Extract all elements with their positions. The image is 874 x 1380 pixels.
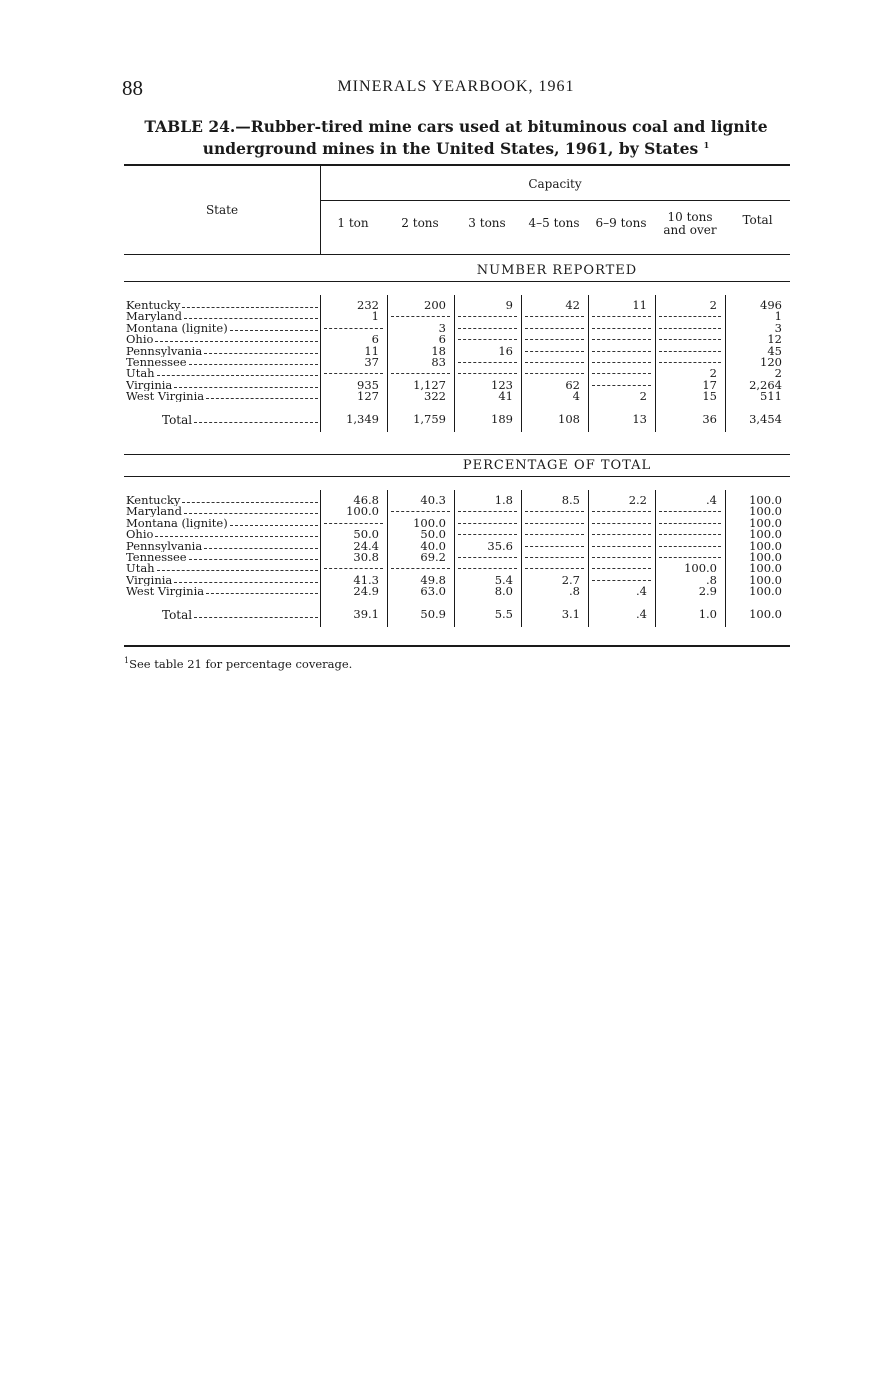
percent-empty-dash (592, 523, 651, 524)
state-name: Ohio (126, 333, 154, 346)
number-empty-dash (592, 373, 651, 374)
number-empty-dash (659, 328, 721, 329)
percent-cell-6-9-tons: .4 (636, 584, 647, 599)
caption-footnote-mark: 1 (703, 140, 710, 150)
number-empty-dash (525, 362, 584, 363)
percent-total-divider-2 (454, 603, 455, 627)
number-empty-dash (525, 328, 584, 329)
percent-total-4-5-tons: 3.1 (561, 606, 580, 621)
number-cell-4-5-tons: 4 (572, 389, 580, 404)
header-bottom-rule (124, 254, 790, 255)
percent-empty-dash (592, 534, 651, 535)
state-name: Montana (lignite) (126, 321, 228, 334)
column-header-state: State (205, 203, 239, 217)
number-cell-10-tons-and-over: 17 (702, 377, 717, 392)
percent-empty-dash (458, 557, 517, 558)
number-cell-1-ton: 37 (364, 355, 379, 369)
leader-dots (189, 356, 318, 365)
number-total-4-5-tons: 108 (558, 411, 580, 426)
total-label: Total (162, 607, 193, 622)
percent-cell-2-tons: 50.0 (420, 527, 446, 542)
percent-empty-dash (324, 523, 383, 524)
number-empty-dash (391, 373, 450, 374)
percent-cell-4-5-tons: 8.5 (561, 493, 580, 507)
percent-cell-1-ton: 41.3 (353, 572, 379, 587)
percent-total-divider-5 (655, 603, 656, 627)
percent-cell-total: 100.0 (749, 550, 782, 564)
number-cell-10-tons-and-over: 2 (709, 298, 717, 312)
number-row-label (126, 299, 318, 311)
number-cell-1-ton: 6 (371, 332, 379, 347)
number-cell-3-tons: 123 (491, 377, 513, 392)
total-label: Total (162, 412, 193, 427)
number-empty-dash (659, 362, 721, 363)
number-empty-dash (659, 316, 721, 317)
number-cell-total: 120 (760, 355, 782, 369)
percent-cell-6-9-tons: 2.2 (628, 493, 647, 507)
state-name: Montana (lignite) (126, 516, 228, 529)
number-cell-4-5-tons: 42 (565, 298, 580, 312)
state-name: Pennsylvania (126, 344, 203, 357)
leader-dots (157, 562, 318, 571)
number-empty-dash (592, 385, 651, 386)
percent-cell-4-5-tons: .8 (569, 584, 580, 599)
column-header-total: Total (742, 213, 773, 227)
leader-dots (189, 551, 318, 560)
state-name: Tennessee (126, 551, 187, 563)
number-cell-total: 3 (774, 320, 782, 335)
state-name: Pennsylvania (126, 539, 203, 552)
number-empty-dash (592, 316, 651, 317)
number-total-3-tons: 189 (491, 411, 513, 426)
number-section-rule (124, 281, 790, 282)
percent-cell-10-tons-and-over: .8 (706, 572, 717, 587)
percent-section-top-rule (124, 454, 790, 455)
percent-total-divider-4 (588, 603, 589, 627)
number-cell-2-tons: 83 (431, 355, 446, 369)
page-number: 88 (122, 76, 143, 100)
number-body-divider-6 (725, 295, 726, 408)
percent-empty-dash (659, 546, 721, 547)
running-head: MINERALS YEARBOOK, 1961 (337, 78, 575, 95)
percent-total-divider-1 (387, 603, 388, 627)
leader-dots (157, 367, 318, 376)
percent-empty-dash (391, 568, 450, 569)
number-cell-2-tons: 18 (431, 343, 446, 358)
column-header-3-tons: 3 tons (468, 216, 506, 230)
state-name: Maryland (126, 505, 182, 518)
percent-empty-dash (592, 546, 651, 547)
percent-empty-dash (592, 557, 651, 558)
percent-empty-dash (525, 534, 584, 535)
percent-row-label (126, 517, 318, 529)
number-cell-3-tons: 9 (505, 298, 513, 312)
table-caption (122, 118, 790, 158)
percent-empty-dash (525, 568, 584, 569)
percent-cell-10-tons-and-over: 2.9 (698, 584, 717, 599)
leader-dots (182, 494, 318, 503)
number-cell-2-tons: 200 (424, 298, 446, 312)
state-name: Utah (126, 367, 155, 380)
number-empty-dash (458, 362, 517, 363)
capacity-rule (320, 200, 790, 201)
number-empty-dash (592, 328, 651, 329)
percent-cell-1-ton: 46.8 (353, 493, 379, 507)
percent-cell-1-ton: 50.0 (353, 527, 379, 542)
number-empty-dash (659, 351, 721, 352)
leader-dots (230, 322, 318, 331)
percent-row-label (126, 505, 318, 517)
percent-cell-2-tons: 63.0 (420, 584, 446, 599)
percent-body-divider-0 (320, 490, 321, 603)
footnote (124, 656, 352, 671)
percent-empty-dash (458, 568, 517, 569)
percent-cell-1-ton: 100.0 (346, 504, 379, 519)
number-cell-total: 12 (767, 332, 782, 347)
number-cell-2-tons: 3 (438, 320, 446, 335)
section-number-reported: NUMBER REPORTED (476, 263, 638, 278)
percent-row-label (126, 540, 318, 552)
number-body-divider-4 (588, 295, 589, 408)
number-cell-3-tons: 16 (498, 343, 513, 358)
number-cell-10-tons-and-over: 2 (709, 366, 717, 381)
page-header (122, 76, 790, 100)
percent-empty-dash (391, 511, 450, 512)
section-percentage-of-total: PERCENTAGE OF TOTAL (462, 458, 652, 473)
leader-dots (206, 585, 318, 594)
percent-total-1-ton: 39.1 (353, 606, 379, 621)
percent-cell-3-tons: 8.0 (494, 584, 513, 599)
number-total-divider-1 (387, 408, 388, 432)
percent-empty-dash (525, 511, 584, 512)
percent-empty-dash (525, 557, 584, 558)
percent-total-2-tons: 50.9 (420, 606, 446, 621)
number-empty-dash (391, 316, 450, 317)
percent-section-rule (124, 476, 790, 477)
number-cell-1-ton: 935 (357, 377, 379, 392)
percent-total-divider-3 (521, 603, 522, 627)
number-cell-2-tons: 1,127 (413, 377, 446, 392)
leader-dots (182, 299, 318, 308)
number-cell-1-ton: 232 (357, 298, 379, 312)
number-cell-10-tons-and-over: 15 (702, 389, 717, 404)
number-empty-dash (659, 339, 721, 340)
number-cell-6-9-tons: 2 (639, 389, 647, 404)
percent-body-divider-6 (725, 490, 726, 603)
percent-row-label (126, 562, 318, 574)
percent-cell-4-5-tons: 2.7 (561, 572, 580, 587)
percent-empty-dash (659, 523, 721, 524)
percent-empty-dash (458, 534, 517, 535)
percent-cell-3-tons: 5.4 (494, 572, 513, 587)
column-header-2-tons: 2 tons (401, 216, 439, 230)
number-total-total: 3,454 (749, 411, 782, 426)
number-row-label (126, 310, 318, 322)
state-name: Virginia (126, 378, 173, 391)
top-rule (124, 164, 790, 166)
column-header-4-5-tons: 4–5 tons (528, 216, 580, 230)
column-header-10-tons-line-2: and over (663, 223, 717, 237)
percent-empty-dash (592, 568, 651, 569)
percent-empty-dash (592, 511, 651, 512)
leader-dots (206, 390, 318, 399)
percent-total-10-tons-and-over: 1.0 (698, 606, 717, 621)
number-body-divider-5 (655, 295, 656, 408)
leader-dots (194, 413, 318, 423)
bottom-rule (124, 645, 790, 647)
percent-body-divider-3 (521, 490, 522, 603)
number-total-1-ton: 1,349 (346, 411, 379, 426)
percent-cell-10-tons-and-over: 100.0 (684, 561, 717, 576)
state-name: Virginia (126, 573, 173, 586)
percent-cell-2-tons: 49.8 (420, 572, 446, 587)
percent-empty-dash (324, 568, 383, 569)
column-header-6-9-tons: 6–9 tons (595, 216, 647, 230)
number-empty-dash (458, 373, 517, 374)
percent-total-divider-6 (725, 603, 726, 627)
percent-empty-dash (659, 511, 721, 512)
number-total-divider-5 (655, 408, 656, 432)
number-empty-dash (458, 328, 517, 329)
percent-cell-2-tons: 40.3 (420, 493, 446, 507)
number-total-divider-0 (320, 408, 321, 432)
percent-cell-total: 100.0 (749, 527, 782, 542)
number-cell-3-tons: 41 (498, 389, 513, 404)
number-cell-total: 511 (760, 389, 782, 404)
percent-empty-dash (659, 557, 721, 558)
percent-cell-2-tons: 100.0 (413, 515, 446, 530)
number-empty-dash (525, 339, 584, 340)
number-total-2-tons: 1,759 (413, 411, 446, 426)
number-empty-dash (592, 339, 651, 340)
number-body-divider-3 (521, 295, 522, 408)
number-cell-6-9-tons: 11 (632, 298, 647, 312)
number-total-divider-6 (725, 408, 726, 432)
data-table (124, 164, 790, 648)
state-name: Maryland (126, 310, 182, 323)
percent-total-6-9-tons: .4 (636, 606, 647, 621)
number-cell-2-tons: 322 (424, 389, 446, 404)
percent-cell-1-ton: 30.8 (353, 550, 379, 564)
state-name: West Virginia (126, 390, 205, 403)
number-cell-1-ton: 127 (357, 389, 379, 404)
percent-cell-2-tons: 69.2 (420, 550, 446, 564)
number-empty-dash (324, 373, 383, 374)
percent-cell-total: 100.0 (749, 572, 782, 587)
state-name: Ohio (126, 528, 154, 541)
caption-line-2-text: underground mines in the United States, 1961, by States (202, 139, 699, 159)
number-empty-dash (525, 351, 584, 352)
percent-empty-dash (458, 523, 517, 524)
number-cell-2-tons: 6 (438, 332, 446, 347)
number-row-label (126, 322, 318, 334)
percent-empty-dash (592, 580, 651, 581)
percent-body-divider-2 (454, 490, 455, 603)
percent-cell-total: 100.0 (749, 504, 782, 519)
percent-cell-3-tons: 1.8 (494, 493, 513, 507)
leader-dots (194, 608, 318, 618)
number-total-10-tons-and-over: 36 (702, 411, 717, 426)
number-row-label (126, 390, 318, 402)
state-name: Tennessee (126, 356, 187, 368)
number-body-divider-0 (320, 295, 321, 408)
number-total-label (126, 413, 318, 427)
number-empty-dash (458, 316, 517, 317)
percent-row-label (126, 574, 318, 586)
number-empty-dash (592, 351, 651, 352)
number-row-label (126, 379, 318, 391)
column-header-1-ton: 1 ton (337, 216, 369, 230)
number-cell-total: 2,264 (749, 377, 782, 392)
leader-dots (184, 505, 318, 514)
percent-cell-total: 100.0 (749, 538, 782, 553)
leader-dots (155, 333, 318, 342)
percent-cell-total: 100.0 (749, 515, 782, 530)
percent-row-label (126, 494, 318, 506)
percent-row-label (126, 528, 318, 540)
percent-cell-10-tons-and-over: .4 (706, 493, 717, 507)
percent-body-divider-1 (387, 490, 388, 603)
percent-total-label (126, 608, 318, 622)
percent-cell-total: 100.0 (749, 493, 782, 507)
footnote-text: See table 21 for percentage coverage. (129, 656, 353, 671)
number-cell-1-ton: 11 (364, 343, 379, 358)
number-cell-total: 45 (767, 343, 782, 358)
percent-cell-2-tons: 40.0 (420, 538, 446, 553)
percent-total-total: 100.0 (749, 606, 782, 621)
leader-dots (174, 379, 318, 388)
percent-cell-1-ton: 24.4 (353, 538, 379, 553)
number-empty-dash (525, 373, 584, 374)
leader-dots (184, 310, 318, 319)
percent-total-divider-0 (320, 603, 321, 627)
number-body-divider-2 (454, 295, 455, 408)
state-name: Kentucky (126, 299, 181, 311)
percent-cell-total: 100.0 (749, 561, 782, 576)
percent-cell-total: 100.0 (749, 584, 782, 599)
percent-empty-dash (525, 523, 584, 524)
leader-dots (230, 517, 318, 526)
percent-body-divider-5 (655, 490, 656, 603)
percent-empty-dash (525, 546, 584, 547)
leader-dots (204, 540, 318, 549)
percent-empty-dash (458, 511, 517, 512)
number-row-label (126, 367, 318, 379)
number-empty-dash (458, 339, 517, 340)
percent-empty-dash (659, 534, 721, 535)
number-total-divider-3 (521, 408, 522, 432)
number-row-label (126, 345, 318, 357)
leader-dots (174, 574, 318, 583)
percent-row-label (126, 585, 318, 597)
number-empty-dash (525, 316, 584, 317)
percent-body-divider-4 (588, 490, 589, 603)
state-name: West Virginia (126, 585, 205, 598)
state-name: Utah (126, 562, 155, 575)
caption-line-1: TABLE 24.—Rubber-tired mine cars used at bituminous coal and lignite (144, 117, 768, 136)
number-body-divider-1 (387, 295, 388, 408)
number-row-label (126, 356, 318, 368)
percent-cell-1-ton: 24.9 (353, 584, 379, 599)
percent-row-label (126, 551, 318, 563)
number-cell-1-ton: 1 (371, 309, 379, 324)
number-cell-total: 496 (760, 298, 782, 312)
number-cell-4-5-tons: 62 (565, 377, 580, 392)
number-total-divider-4 (588, 408, 589, 432)
leader-dots (204, 345, 318, 354)
percent-total-3-tons: 5.5 (494, 606, 513, 621)
column-header-10-tons-line-1: 10 tons (667, 210, 713, 224)
state-name: Kentucky (126, 494, 181, 506)
column-header-10-tons-and-over (655, 211, 725, 237)
number-row-label (126, 333, 318, 345)
number-total-6-9-tons: 13 (632, 411, 647, 426)
number-empty-dash (324, 328, 383, 329)
number-cell-total: 2 (774, 366, 782, 381)
number-empty-dash (592, 362, 651, 363)
percent-cell-3-tons: 35.6 (487, 538, 513, 553)
number-cell-total: 1 (774, 309, 782, 324)
caption-line-2 (122, 136, 790, 158)
column-header-capacity: Capacity (528, 177, 582, 191)
footnote-mark: 1 (124, 656, 130, 665)
leader-dots (155, 528, 318, 537)
number-total-divider-2 (454, 408, 455, 432)
